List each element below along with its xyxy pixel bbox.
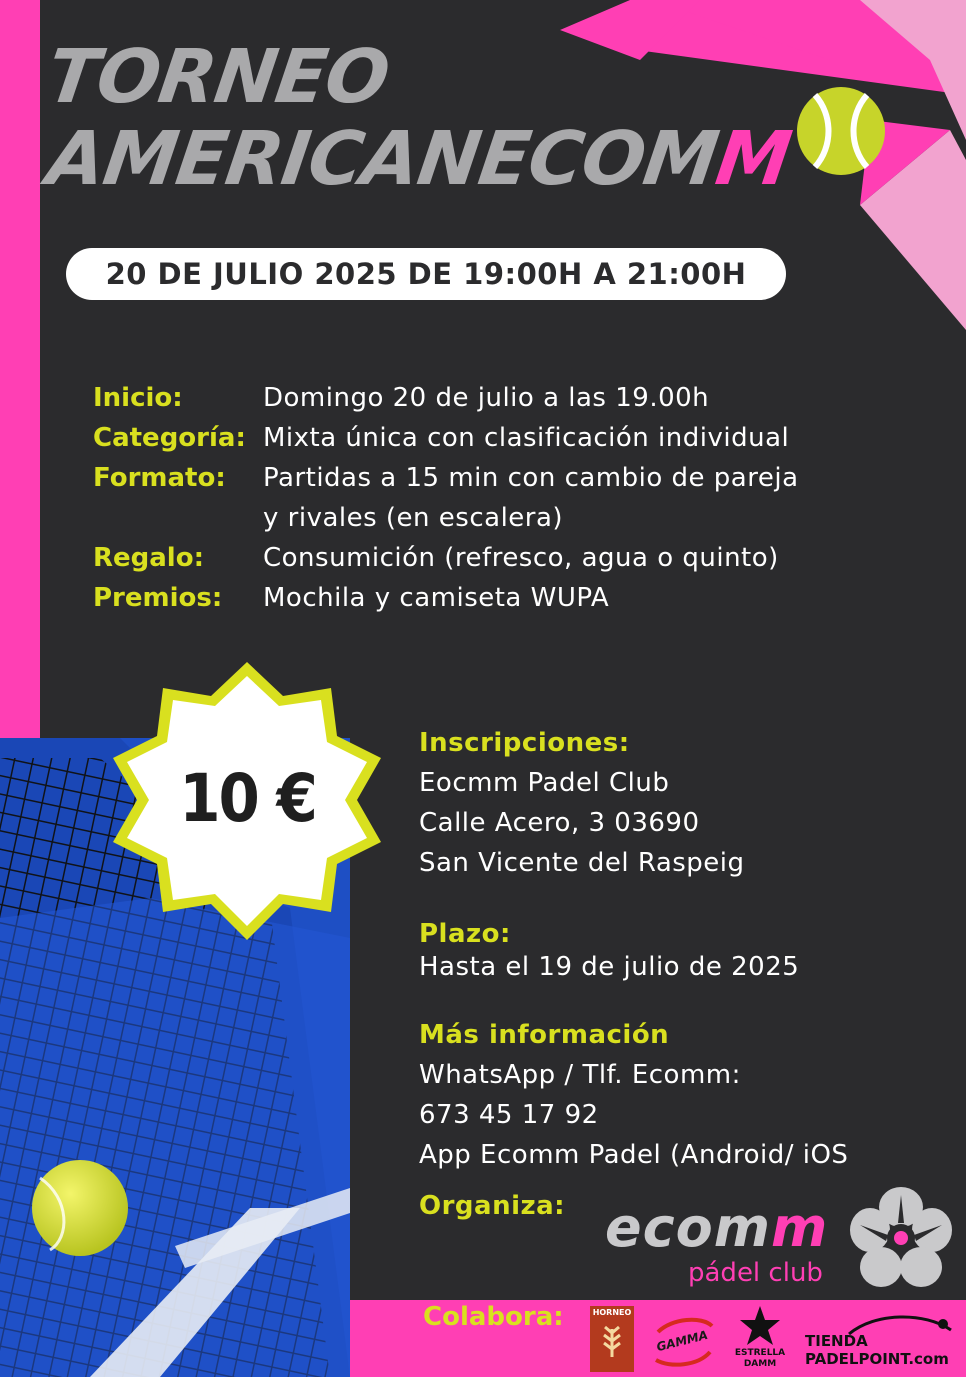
- tournament-details: [93, 378, 913, 618]
- tennis-ball-icon: [795, 85, 887, 177]
- ecomm-logo-sub: pádel club: [688, 1258, 823, 1288]
- sponsor-estrella-logo: [730, 1304, 790, 1374]
- colabora-label: Colabora:: [423, 1302, 564, 1332]
- sponsor-horneo-text: HORNEO: [592, 1308, 632, 1317]
- detail-value: Mochila y camiseta WUPA: [263, 583, 610, 613]
- ecomm-logo-accent: m: [771, 1196, 829, 1259]
- detail-row-categoria: [93, 418, 913, 458]
- detail-row-formato-cont: [93, 498, 913, 538]
- detail-label: Premios:: [93, 583, 223, 613]
- plazo-label: Plazo:: [419, 919, 511, 949]
- detail-value: Mixta única con clasificación individual: [263, 423, 790, 453]
- ecomm-logo-main: ecom: [605, 1196, 771, 1259]
- detail-label: [93, 498, 263, 538]
- detail-row-inicio: [93, 378, 913, 418]
- title-line-2-main: AMERICANECOM: [41, 116, 723, 202]
- detail-row-regalo: [93, 538, 913, 578]
- mas-info-section: [419, 1015, 959, 1175]
- detail-row-premios: [93, 578, 913, 618]
- sponsor-gamma-text: GAMMA: [655, 1327, 710, 1355]
- mas-info-label: Más información: [419, 1020, 670, 1050]
- price-text: 10 €: [179, 760, 316, 837]
- wheat-icon: [597, 1323, 627, 1359]
- detail-label: Regalo:: [93, 543, 204, 573]
- sponsor-horneo-logo: [590, 1306, 634, 1372]
- inscripciones-line: San Vicente del Raspeig: [419, 848, 745, 878]
- date-banner: [66, 248, 786, 300]
- sponsor-padelpoint-text: TIENDA PADELPOINT.com: [805, 1332, 949, 1368]
- mas-info-line: App Ecomm Padel (Android/ iOS: [419, 1140, 849, 1170]
- inscripciones-line: Calle Acero, 3 03690: [419, 808, 700, 838]
- detail-value: Consumición (refresco, agua o quinto): [263, 543, 779, 573]
- organiza-label: Organiza:: [419, 1191, 566, 1221]
- ecomm-flower-icon: [848, 1185, 954, 1291]
- plazo-value: Hasta el 19 de julio de 2025: [419, 952, 800, 982]
- star-icon: [738, 1304, 782, 1348]
- title-line-1: TORNEO: [41, 34, 394, 120]
- ecomm-logo: [605, 1196, 828, 1259]
- inscripciones-label: Inscripciones:: [419, 728, 630, 758]
- detail-value: y rivales (en escalera): [263, 503, 564, 533]
- plazo-section: [419, 916, 959, 982]
- detail-label: Formato:: [93, 463, 226, 493]
- sponsor-gamma-logo: [652, 1312, 716, 1372]
- mas-info-line: 673 45 17 92: [419, 1100, 599, 1130]
- detail-row-formato: [93, 458, 913, 498]
- inscripciones-section: [419, 723, 959, 883]
- title-line-2-accent: M: [710, 116, 796, 202]
- date-banner-text: 20 DE JULIO 2025 DE 19:00H A 21:00H: [105, 257, 747, 291]
- title-line-2: [41, 116, 796, 202]
- detail-label: Categoría:: [93, 423, 246, 453]
- detail-label: Inicio:: [93, 383, 183, 413]
- detail-value: Partidas a 15 min con cambio de pareja: [263, 463, 799, 493]
- mas-info-line: WhatsApp / Tlf. Ecomm:: [419, 1060, 741, 1090]
- inscripciones-line: Eocmm Padel Club: [419, 768, 670, 798]
- detail-value: Domingo 20 de julio a las 19.00h: [263, 383, 710, 413]
- sponsor-estrella-text: ESTRELLA DAMM: [734, 1348, 786, 1369]
- sponsor-padelpoint-logo: [805, 1312, 961, 1372]
